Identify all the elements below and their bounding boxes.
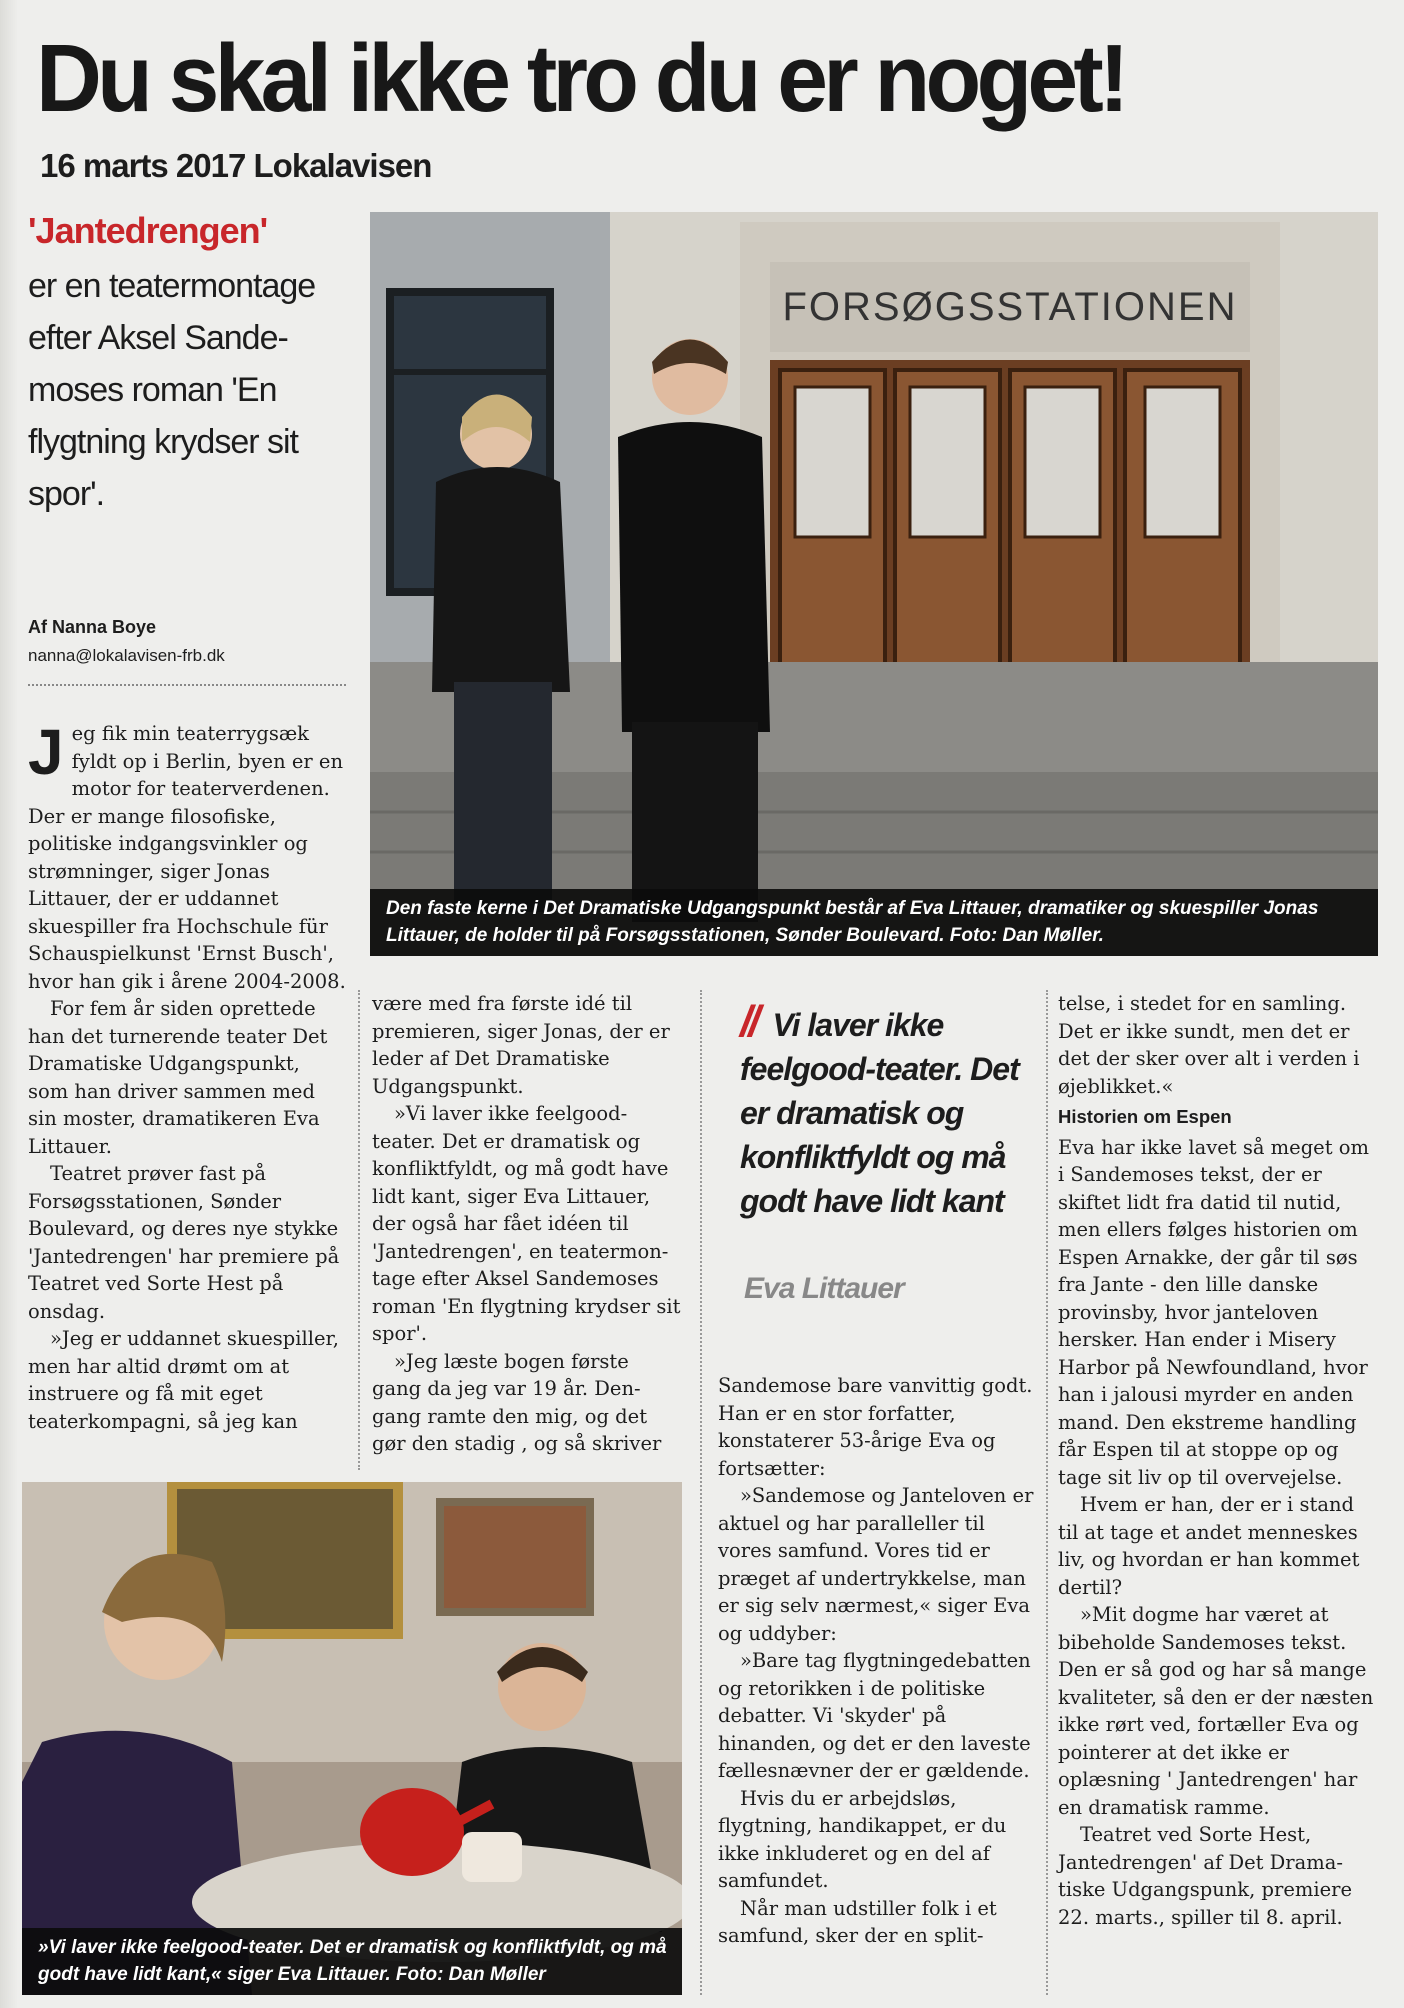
kicker: 'Jantedrengen' [28,210,268,251]
quote-mark-icon: // [740,997,757,1046]
column-rule [1046,990,1048,1995]
building-sign: FORSØGSSTATIONEN [782,285,1238,329]
pull-quote [740,997,1040,1223]
interview-table-illustration [22,1482,682,1995]
body-paragraph: Sandemose bare vanvittig godt. Han er en stor forfatter, konstaterer 53-årige Eva og fortsætter: [718,1374,1033,1480]
theatre-entrance-illustration [370,212,1378,956]
drop-cap: J [28,716,64,788]
pull-quote-text: Vi laver ikke feelgood-teater. Det er dramatisk og konfliktfyldt og må godt have lidt kant [740,1007,1019,1219]
body-column-2 [372,990,682,1458]
headline: Du skal ikke tro du er noget! [36,25,1125,132]
body-column-4 [1058,990,1376,1931]
body-column-3 [718,1372,1038,1950]
main-photo-caption: Den faste kerne i Det Dramatiske Udgangspunkt består af Eva Littauer, dramatiker og skuespiller Jonas Littauer, de holder til på Forsøgsstationen, Sønder Boulevard. Foto: Dan Møller. [370,889,1378,956]
author-email: nanna@lokalavisen-frb.dk [28,646,225,665]
body-paragraph: Eva har ikke lavet så meget om i Sandemoses tekst, der er skiftet lidt fra datid til nutid, men ellers følges historien om Espen Arnakke, der går til søs fra Jante - den lille danske provinsby, hvor janteloven hersker. Han ender i Misery Harbor på Newfoundland, hvor han i jalousi myrder en anden mand. Den ekstreme handling får Espen til at stoppe op og tage sit liv op til overvejelse. [1058,1135,1369,1489]
body-paragraph: »Sandemose og Janteloven er aktuel og har paralleller til vores samfund. Vores tid er præget af undertrykkelse, man er sig selv nærmest,« siger Eva og uddyber: [718,1484,1034,1645]
column-rule [700,990,702,1995]
column-rule [358,990,360,1470]
body-paragraph: Hvis du er arbejdsløs, flygtning, handikappet, er du ikke inkluderet og en del af samfundet. [718,1786,1007,1892]
deck: er en teatermontage efter Aksel Sandemoses roman 'En flygtning krydser sit spor'. [28,267,316,513]
body-paragraph: Teatret prøver fast på Forsøgsstationen, Sønder Boulevard, og deres nye stykke 'Jantedrengen' har premiere på Teatret ved Sorte Hest på onsdag. [28,1162,340,1323]
body-paragraph: være med fra første idé til premieren, siger Jonas, der er leder af Det Dramatiske Udgangspunkt. [372,992,670,1098]
body-paragraph: »Mit dogme har været at bibeholde Sandemoses tekst. Den er så god og har så mange kvaliteter, så den er der næsten ikke rørt ved, fortæller Eva og pointerer at det ikke er oplæsning ' Jantedrengen' har en dramatisk ramme. [1058,1603,1374,1819]
body-paragraph: Teatret ved Sorte Hest, Jantedrengen' af Det Dramatiske Udgangspunk, premiere 22. marts., spiller til 8. april. [1058,1823,1352,1929]
byline: Af Nanna Boye [28,617,157,637]
body-paragraph: »Jeg læste bogen første gang da jeg var 19 år. Dengang ramte den mig, og det gør den stadig , og så skriver [372,1349,662,1455]
pull-quote-attribution: Eva Littauer [744,1272,904,1305]
second-photo [22,1482,682,1995]
body-paragraph: telse, i stedet for en samling. Det er ikke sundt, men det er det der sker over alt i verden i øjeblikket.« [1058,992,1360,1098]
second-photo-caption: »Vi laver ikke feelgood-teater. Det er dramatisk og konfliktfyldt, og må godt have lidt kant,« siger Eva Littauer. Foto: Dan Møller [22,1928,682,1995]
body-paragraph: eg fik min teaterrygsæk fyldt op i Berlin, byen er en motor for teaterverdenen. Der er mange filosofiske, politiske indgangsvinkler og strømninger, siger Jonas Littauer, der er uddannet skuespiller fra Hochschule für Schauspielkunst 'Ernst Busch', hvor han gik i årene 2004-2008. [28,722,346,993]
adjacent-page-edge [0,0,18,2008]
subheading: Historien om Espen [1058,1106,1232,1127]
main-photo [370,212,1378,956]
body-column-1 [28,716,346,1435]
body-paragraph: »Bare tag flygtningedebatten og retorikken i de politiske debatter. Vi 'skyder' på hinanden, og det er den laveste fællesnævner der er gældende. [718,1649,1031,1782]
body-paragraph: For fem år siden oprettede han det turnerende teater Det Dramatiske Udgangspunkt, som han driver sammen med sin moster, dramatikeren Eva Littauer. [28,997,328,1158]
body-paragraph: Hvem er han, der er i stand til at tage et andet menneskes liv, og hvordan er han kommet dertil? [1058,1493,1360,1599]
body-paragraph: »Vi laver ikke feelgood-teater. Det er dramatisk og konfliktfyldt, og må godt have lidt kant, siger Eva Littauer, der også har fået idéen til 'Jantedrengen', en teatermontage efter Aksel Sandemoses roman 'En flygtning krydser sit spor'. [372,1102,681,1345]
divider [28,684,346,686]
dateline: 16 marts 2017 Lokalavisen [40,147,432,184]
body-paragraph: Når man udstiller folk i et samfund, sker der en split- [718,1896,997,1947]
body-paragraph: »Jeg er uddannet skuespiller, men har altid drømt om at instruere og få mit eget teaterkompagni, så jeg kan [28,1327,339,1433]
